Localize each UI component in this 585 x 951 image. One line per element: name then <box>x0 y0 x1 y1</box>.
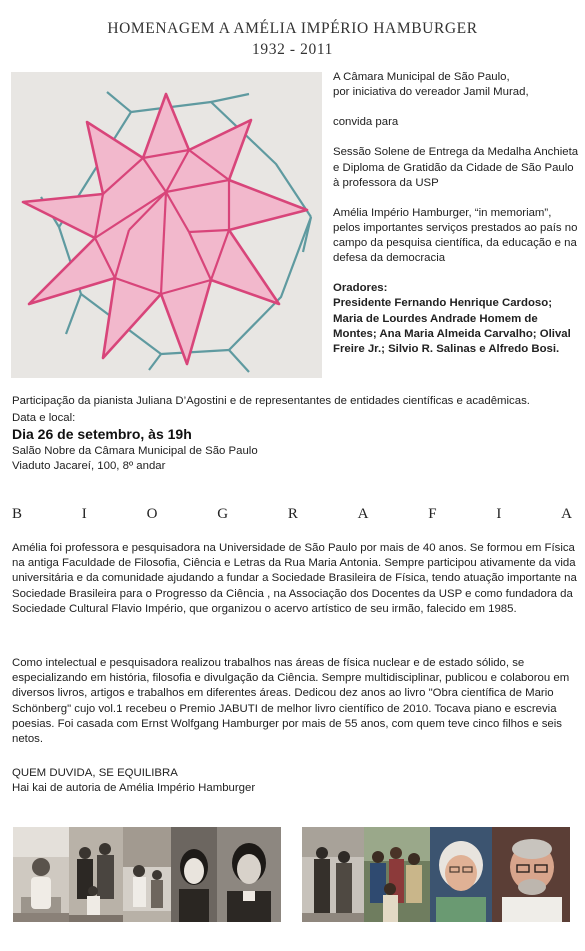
page-title: HOMENAGEM A AMÉLIA IMPÉRIO HAMBURGER <box>107 20 478 37</box>
photo-children <box>123 827 171 922</box>
bio-paragraph-2: Como intelectual e pesquisadora realizou trabalhos nas áreas de física nuclear e de estado sólido, se especializando em história, filosofia e divulgação da Ciência. Sempre multidisciplinar, publicou e colaborou em diversos livros, artigos e trabalhos em diferentes áreas. Dedicou dez anos ao livro "Obra científica de Mario Schönberg" cujo vol.1 recebeu o Premio JABUTI de melhor livro científico de 2010. Tocava piano e escrevia poesias. Foi casada com Ernst Wolfgang Hamburger por mais de 55 anos, com quem teve cinco filhos e seis netos. <box>12 657 570 746</box>
invitation-text <box>333 70 581 357</box>
biografia-heading <box>12 506 572 523</box>
bio-letter: I <box>81 506 87 522</box>
photo-strip-left <box>13 827 281 922</box>
bio-paragraph-1: Amélia foi professora e pesquisadora na Universidade de São Paulo por mais de 40 anos. Se formou em Física na antiga Faculdade de Filosofia, Ciência e Letras da Rua Maria Antonia. Sempre participou ativamente da vida universitária e da comunidade ajudando a fundar a Sociedade Brasileira de Física, tendo atuação importante na Sociedade Brasileira para o Progresso da Ciência , na Associação dos Docentes da USP e como fundadora da Sociedade Cultural Flavio Império, que organizou o acervo artístico de seu irmão, falecido em 1985. <box>12 542 577 615</box>
photo-couple-young <box>302 827 364 922</box>
photo-elderly-woman <box>430 827 492 922</box>
haikai-title: QUEM DUVIDA, SE EQUILIBRA <box>12 767 178 779</box>
page-years: 1932 - 2011 <box>252 41 333 58</box>
date-label: Data e local: <box>12 412 76 424</box>
bio-letter: B <box>12 506 23 522</box>
bio-letter: I <box>496 506 502 522</box>
bio-letter: O <box>146 506 158 522</box>
oradores-label: Oradores: <box>333 282 388 295</box>
photo-family <box>69 827 123 922</box>
haikai <box>12 766 577 796</box>
photo-elderly-man <box>492 827 570 922</box>
bio-letter: R <box>287 506 298 522</box>
photo-group-color <box>364 827 430 922</box>
venue-name: Salão Nobre da Câmara Municipal de São Paulo <box>12 445 258 457</box>
oradores-list: Presidente Fernando Henrique Cardoso; Maria de Lourdes Andrade Homem de Montes; Ana Maria Almeida Carvalho; Olival Freire Jr.; Silvio R. Salinas e Alfredo Bosi. <box>333 297 571 355</box>
photo-portrait <box>217 827 281 922</box>
event-venue <box>12 444 577 474</box>
photo-strip-right <box>302 827 570 922</box>
invitation-sessao: Sessão Solene de Entrega da Medalha Anchieta e Diploma de Gratidão da Cidade de São Paulo à professora da USP <box>333 146 579 189</box>
star-drawing <box>11 72 322 378</box>
bio-letter: F <box>428 506 437 522</box>
bio-letter: A <box>357 506 369 522</box>
photo-young-woman <box>171 827 217 922</box>
bio-letter: G <box>217 506 229 522</box>
invitation-homenageada: Amélia Império Hamburger, “in memoriam”, pelos importantes serviços prestados ao país no campo da pesquisa científica, da educação e na defesa da democracia <box>333 206 578 265</box>
photo-child <box>13 827 69 922</box>
haikai-caption: Hai kai de autoria de Amélia Império Hamburger <box>12 782 256 795</box>
event-date: Dia 26 de setembro, às 19h <box>12 426 192 442</box>
invitation-convida: convida para <box>333 116 399 129</box>
invitation-line-2: por iniciativa do vereador Jamil Murad, <box>333 86 529 99</box>
venue-address: Viaduto Jacareí, 100, 8º andar <box>12 460 166 473</box>
bio-letter: A <box>561 506 572 522</box>
participacao-text: Participação da pianista Juliana D’Agostini e de representantes de entidades científicas e acadêmicas. <box>12 395 530 407</box>
invitation-line-1: A Câmara Municipal de São Paulo, <box>333 71 510 83</box>
